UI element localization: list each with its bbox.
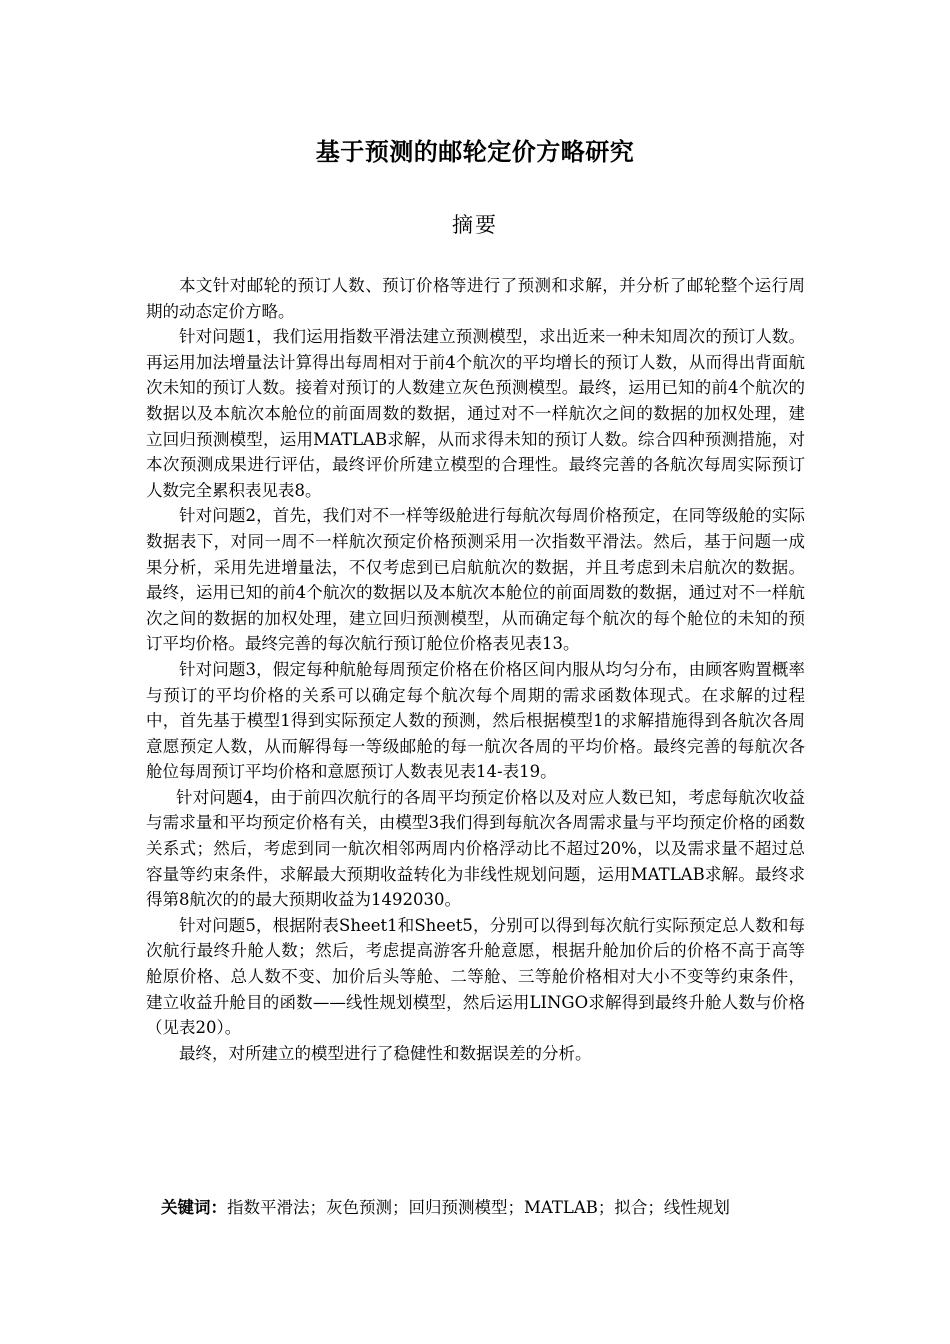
keywords-text: 指数平滑法；灰色预测；回归预测模型；MATLAB；拟合；线性规划	[227, 1198, 730, 1217]
abstract-body	[146, 273, 805, 1066]
keywords-line	[161, 1195, 821, 1221]
abstract-paragraph-problem-3: 针对问题3，假定每种航舱每周预定价格在价格区间内服从均匀分布，由顾客购置概率与预订的平均价格的关系可以确定每个航次每个周期的需求函数体现式。在求解的过程中，首先基于模型1得到实际预定人数的预测，然后根据模型1的求解措施得到各航次各周意愿预定人数，从而解得每一等级邮舱的每一航次各周的平均价格。最终完善的每航次各舱位每周预订平均价格和意愿预订人数表见表14-表19。	[146, 659, 805, 782]
abstract-paragraph-problem-4: 针对问题4，由于前四次航行的各周平均预定价格以及对应人数已知，考虑每航次收益与需求量和平均预定价格有关，由模型3我们得到每航次各周需求量与平均预定价格的函数关系式；然后，考虑到同一航次相邻两周内价格浮动比不超过20%，以及需求量不超过总容量等约束条件，求解最大预期收益转化为非线性规划问题，运用MATLAB求解。最终求得第8航次的的最大预期收益为1492030。	[146, 787, 805, 910]
abstract-paragraph-problem-2: 针对问题2，首先，我们对不一样等级舱进行每航次每周价格预定，在同等级舱的实际数据表下，对同一周不一样航次预定价格预测采用一次指数平滑法。然后，基于问题一成果分析，采用先进增量法，不仅考虑到已启航航次的数据，并且考虑到未启航次的数据。最终，运用已知的前4个航次的数据以及本航次本舱位的前面周数的数据，通过对不一样航次之间的数据的加权处理，建立回归预测模型，从而确定每个航次的每个舱位的未知的预订平均价格。最终完善的每次航行预订舱位价格表见表13。	[146, 506, 805, 654]
abstract-heading: 摘要	[452, 213, 498, 237]
abstract-paragraph-conclusion: 最终，对所建立的模型进行了稳健性和数据误差的分析。	[179, 1043, 592, 1063]
keywords-label: 关键词：	[161, 1198, 227, 1217]
abstract-paragraph-problem-5: 针对问题5，根据附表Sheet1和Sheet5，分别可以得到每次航行实际预定总人数和每次航行最终升舱人数；然后，考虑提高游客升舱意愿，根据升舱加价后的价格不高于高等舱原价格、总人数不变、加价后头等舱、二等舱、三等舱价格相对大小不变等约束条件，建立收益升舱目的函数——线性规划模型，然后运用LINGO求解得到最终升舱人数与价格（见表20）。	[146, 915, 805, 1038]
abstract-paragraph-intro: 本文针对邮轮的预订人数、预订价格等进行了预测和求解，并分析了邮轮整个运行周期的动态定价方略。	[146, 276, 805, 321]
abstract-paragraph-problem-1: 针对问题1，我们运用指数平滑法建立预测模型，求出近来一种未知周次的预订人数。再运用加法增量法计算得出每周相对于前4个航次的平均增长的预订人数，从而得出背面航次未知的预订人数。接着对预订的人数建立灰色预测模型。最终，运用已知的前4个航次的数据以及本航次本舱位的前面周数的数据，通过对不一样航次之间的数据的加权处理，建立回归预测模型，运用MATLAB求解，从而求得未知的预订人数。综合四种预测措施，对本次预测成果进行评估，最终评价所建立模型的合理性。最终完善的各航次每周实际预订人数完全累积表见表8。	[146, 327, 805, 500]
paper-title: 基于预测的邮轮定价方略研究	[315, 138, 635, 166]
